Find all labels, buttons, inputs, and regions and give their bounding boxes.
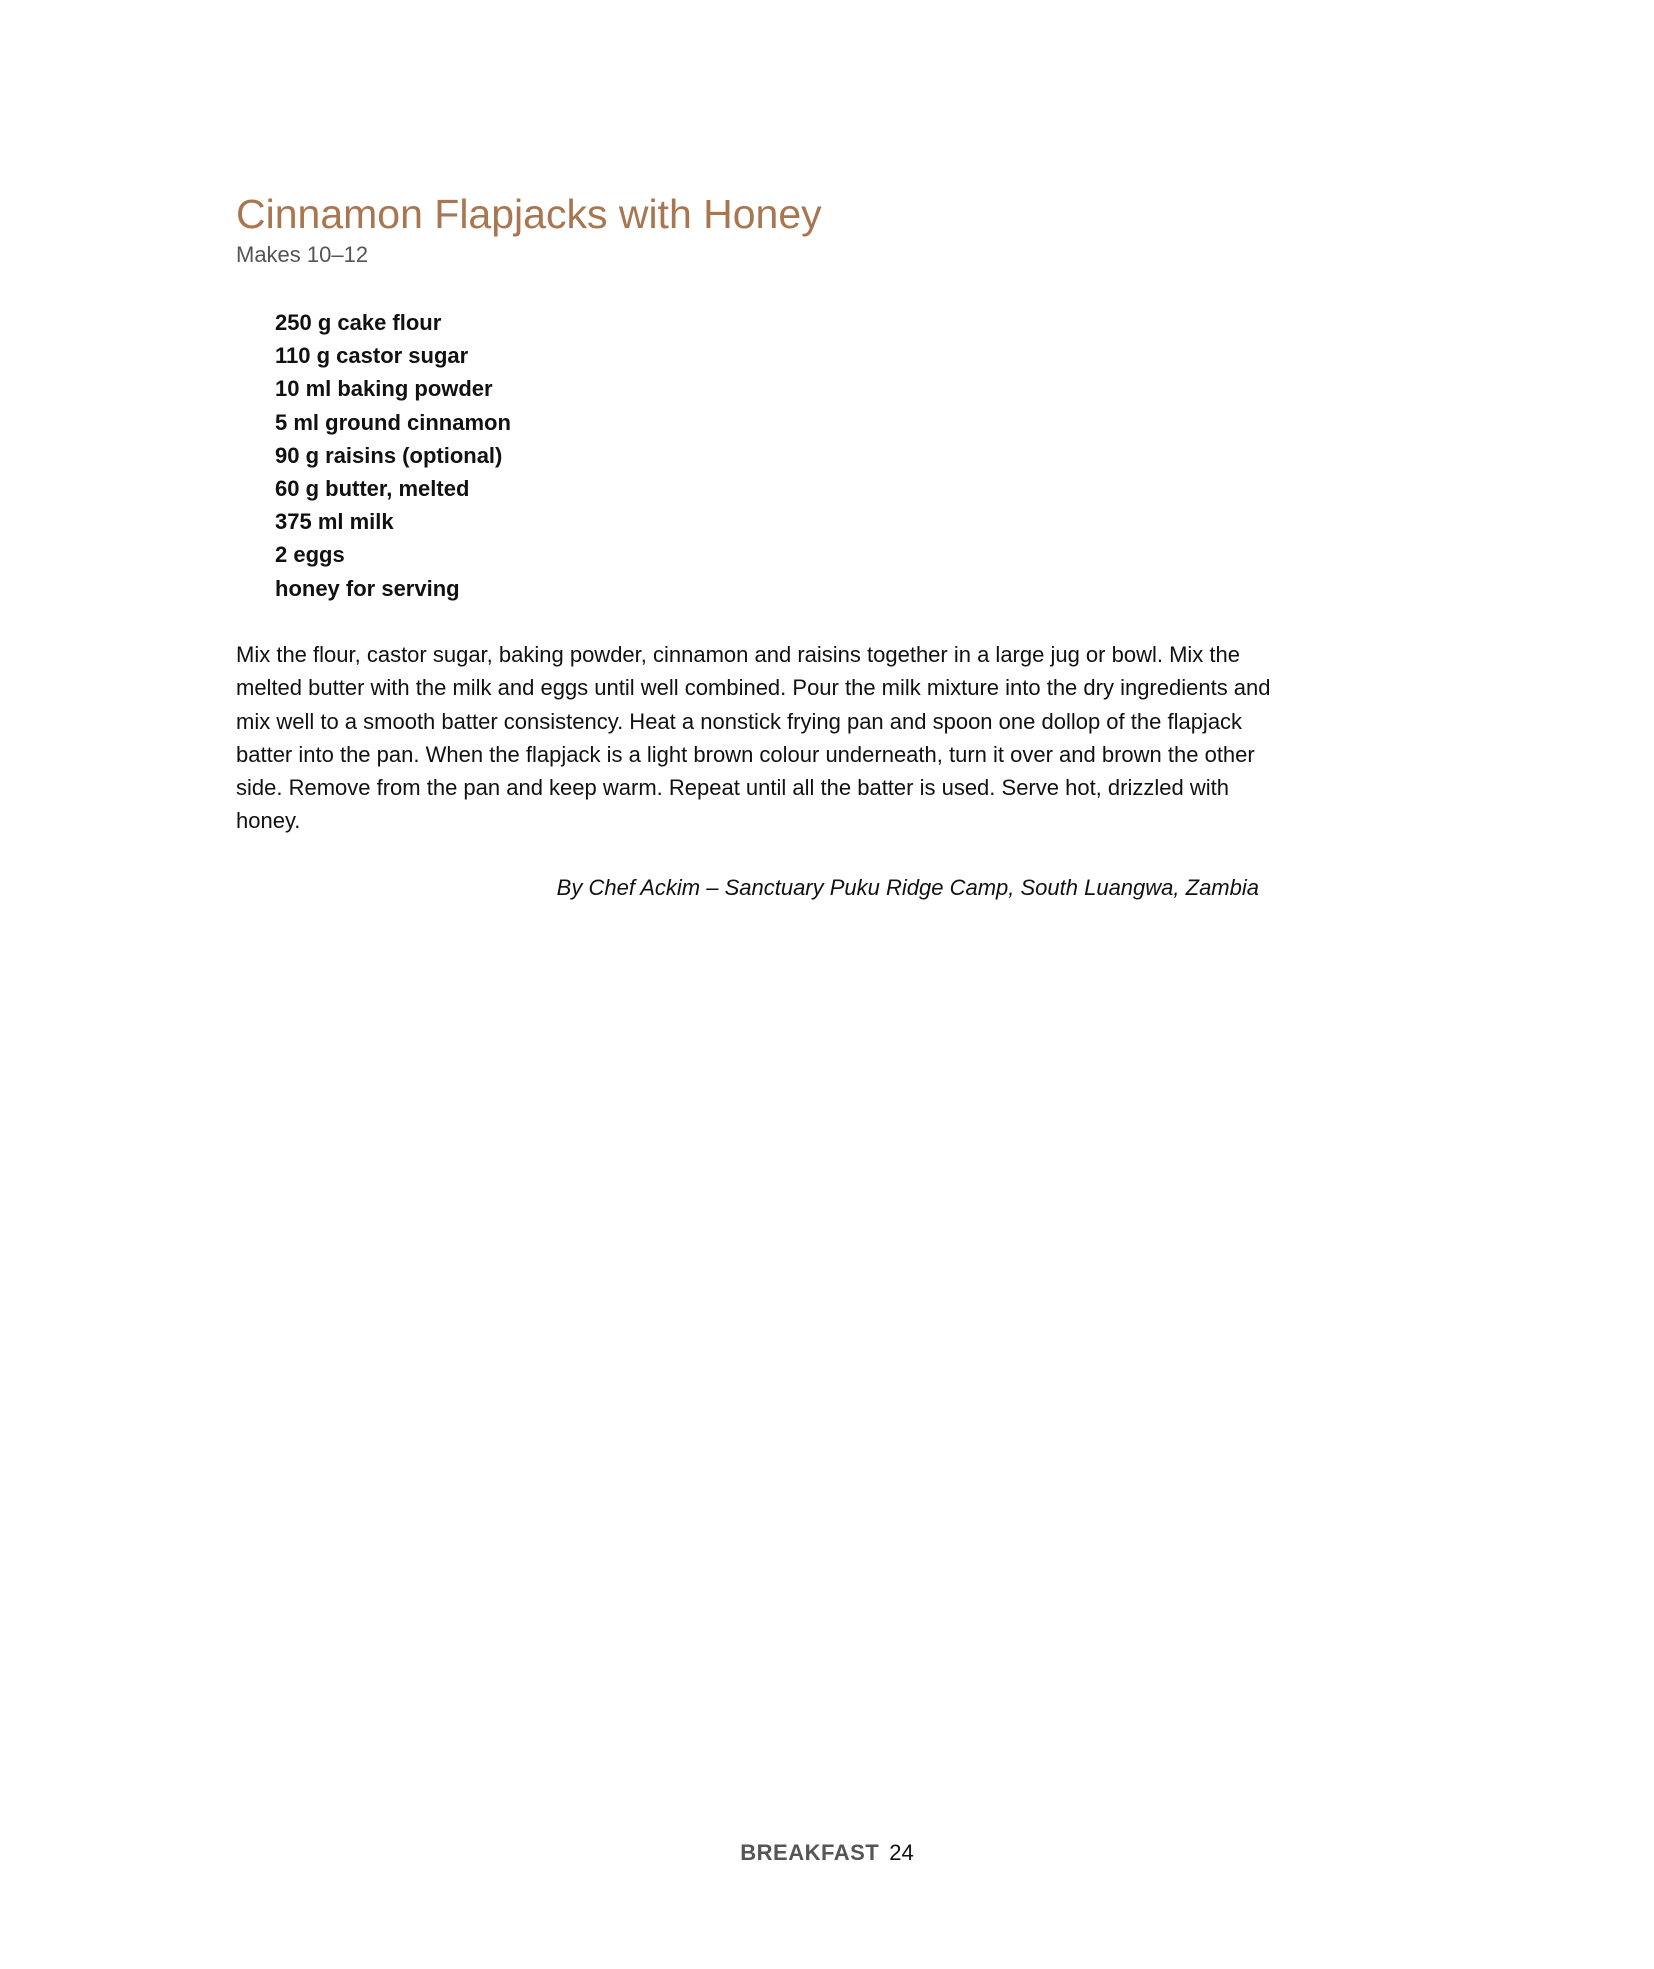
recipe-title: Cinnamon Flapjacks with Honey xyxy=(236,191,822,237)
ingredient-item: 2 eggs xyxy=(275,542,345,568)
ingredient-item: 110 g castor sugar xyxy=(275,343,469,369)
ingredient-list xyxy=(275,306,511,605)
ingredient-item: 5 ml ground cinnamon xyxy=(275,409,511,435)
recipe-credit: By Chef Ackim – Sanctuary Puku Ridge Camp, South Luangwa, Zambia xyxy=(556,875,1259,900)
ingredient-item: 10 ml baking powder xyxy=(275,376,493,402)
ingredient-item: honey for serving xyxy=(275,575,460,601)
footer-page-number: 24 xyxy=(889,1840,914,1865)
page-footer xyxy=(0,1838,1654,1868)
footer-section-name: BREAKFAST xyxy=(740,1840,880,1865)
ingredient-item: 90 g raisins (optional) xyxy=(275,442,503,468)
recipe-yield: Makes 10–12 xyxy=(236,242,369,267)
ingredient-item: 60 g butter, melted xyxy=(275,476,470,502)
ingredient-item: 250 g cake flour xyxy=(275,310,442,335)
ingredient-item: 375 ml milk xyxy=(275,509,394,535)
recipe-method: Mix the flour, castor sugar, baking powder, cinnamon and raisins together in a large jug or bowl. Mix the melted butter with the milk and eggs until well combined. Pour the milk mixture into the dry ingredients and mix well to a smooth batter consistency. Heat a nonstick frying pan and spoon one dollop of the flapjack batter into the pan. When the flapjack is a light brown colour underneath, turn it over and brown the other side. Remove from the pan and keep warm. Repeat until all the batter is used. Serve hot, drizzled with honey. xyxy=(236,642,1271,834)
